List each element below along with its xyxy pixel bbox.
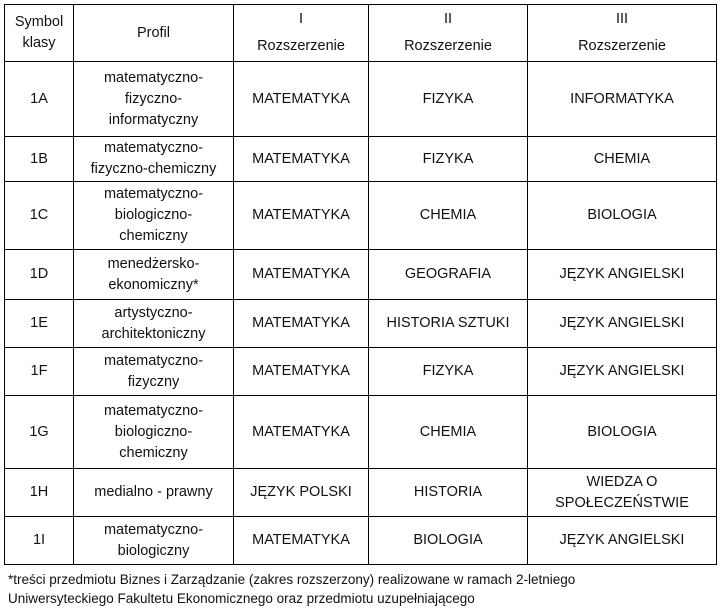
extension-1: MATEMATYKA	[234, 348, 369, 396]
class-symbol: 1E	[5, 300, 74, 348]
header-symbol-top: Symbol	[14, 14, 64, 30]
profile-name	[74, 182, 234, 250]
extension-3-line: BIOLOGIA	[587, 423, 657, 440]
header-symbol	[5, 5, 74, 62]
extension-2: HISTORIA SZTUKI	[369, 300, 528, 348]
class-symbol: 1D	[5, 250, 74, 300]
profile-name-line: menedżersko-	[107, 255, 200, 272]
profile-name-line: matematyczno-	[103, 352, 204, 369]
extension-3-line: JĘZYK ANGIELSKI	[559, 532, 685, 548]
table-row	[5, 469, 717, 517]
extension-3	[528, 250, 717, 300]
extension-2: GEOGRAFIA	[369, 250, 528, 300]
extension-1: MATEMATYKA	[234, 250, 369, 300]
header-profile-label: Profil	[136, 24, 171, 41]
table-row	[5, 348, 717, 396]
class-symbol: 1A	[5, 62, 74, 137]
class-profiles-table	[4, 4, 717, 565]
header-ext2-bottom: Rozszerzenie	[404, 38, 492, 54]
extension-2: HISTORIA	[369, 469, 528, 517]
class-symbol: 1I	[5, 517, 74, 565]
extension-3-line: JĘZYK ANGIELSKI	[559, 315, 685, 331]
extension-2: CHEMIA	[369, 182, 528, 250]
extension-2: FIZYKA	[369, 348, 528, 396]
header-ext1-top: I	[298, 11, 304, 27]
profile-name-line: artystyczno-	[114, 304, 193, 321]
extension-3	[528, 300, 717, 348]
profile-name-line: matematyczno-	[103, 402, 204, 419]
extension-1: MATEMATYKA	[234, 517, 369, 565]
profile-name-line: architektoniczny	[101, 325, 206, 342]
profile-name	[74, 517, 234, 565]
profile-name-line: fizyczno-	[124, 90, 183, 107]
class-symbol: 1F	[5, 348, 74, 396]
extension-3-line: SPOŁECZEŃSTWIE	[555, 494, 689, 511]
footnote-line-2: Uniwersyteckiego Fakultetu Ekonomicznego oraz przedmiotu uzupełniającego	[8, 591, 475, 606]
header-row	[5, 5, 717, 62]
table-row	[5, 137, 717, 182]
profile-name	[74, 300, 234, 348]
footnote	[8, 570, 716, 608]
class-symbol: 1G	[5, 396, 74, 469]
profile-name-line: chemiczny	[119, 444, 188, 461]
profile-name-line: medialno - prawny	[94, 484, 213, 500]
profile-name-line: chemiczny	[119, 228, 188, 244]
profile-name	[74, 396, 234, 469]
profile-name	[74, 469, 234, 517]
header-ext2-top: II	[443, 11, 453, 27]
header-profile	[74, 5, 234, 62]
header-ext1	[234, 5, 369, 62]
extension-2: BIOLOGIA	[369, 517, 528, 565]
extension-1: MATEMATYKA	[234, 137, 369, 182]
extension-3-line: WIEDZA O	[586, 473, 658, 490]
header-ext3	[528, 5, 717, 62]
extension-1: MATEMATYKA	[234, 396, 369, 469]
header-ext3-bottom: Rozszerzenie	[578, 38, 666, 54]
extension-3	[528, 137, 717, 182]
class-symbol: 1B	[5, 137, 74, 182]
profile-name-line: biologiczno-	[114, 423, 193, 440]
table-row	[5, 300, 717, 348]
class-symbol: 1C	[5, 182, 74, 250]
extension-3-line: JĘZYK ANGIELSKI	[559, 266, 685, 282]
profile-name-line: informatyczny	[108, 111, 199, 128]
extension-3-line: CHEMIA	[593, 150, 651, 167]
profile-name-line: biologiczno-	[114, 207, 193, 223]
footnote-line-1: *treści przedmiotu Biznes i Zarządzanie (zakres rozszerzony) realizowane w ramach 2-letniego	[8, 572, 576, 587]
profile-name-line: ekonomiczny*	[108, 276, 199, 293]
profile-name	[74, 250, 234, 300]
extension-2: FIZYKA	[369, 62, 528, 137]
class-symbol: 1H	[5, 469, 74, 517]
extension-2: FIZYKA	[369, 137, 528, 182]
extension-3	[528, 517, 717, 565]
table-row	[5, 182, 717, 250]
extension-3-line: BIOLOGIA	[587, 207, 657, 223]
profile-name-line: fizyczny	[127, 373, 180, 390]
extension-3	[528, 469, 717, 517]
profile-name-line: matematyczno-	[103, 186, 204, 202]
table-row	[5, 517, 717, 565]
extension-1: MATEMATYKA	[234, 300, 369, 348]
extension-3	[528, 396, 717, 469]
table-row	[5, 396, 717, 469]
extension-1: MATEMATYKA	[234, 182, 369, 250]
extension-1: MATEMATYKA	[234, 62, 369, 137]
extension-3-line: INFORMATYKA	[570, 90, 674, 107]
extension-1: JĘZYK POLSKI	[234, 469, 369, 517]
profile-name-line: fizyczno-chemiczny	[90, 161, 217, 177]
profile-name	[74, 137, 234, 182]
header-ext3-top: III	[615, 11, 629, 27]
header-ext1-bottom: Rozszerzenie	[257, 38, 345, 54]
extension-2: CHEMIA	[369, 396, 528, 469]
profile-name-line: matematyczno-	[103, 140, 204, 156]
profile-name-line: matematyczno-	[103, 69, 204, 86]
extension-3	[528, 182, 717, 250]
extension-3-line: JĘZYK ANGIELSKI	[559, 363, 685, 379]
header-ext2	[369, 5, 528, 62]
profile-name-line: biologiczny	[117, 542, 190, 559]
header-symbol-bottom: klasy	[22, 35, 56, 51]
table-row	[5, 250, 717, 300]
profile-name	[74, 348, 234, 396]
profile-name	[74, 62, 234, 137]
profile-name-line: matematyczno-	[103, 521, 204, 538]
extension-3	[528, 62, 717, 137]
extension-3	[528, 348, 717, 396]
table-row	[5, 62, 717, 137]
